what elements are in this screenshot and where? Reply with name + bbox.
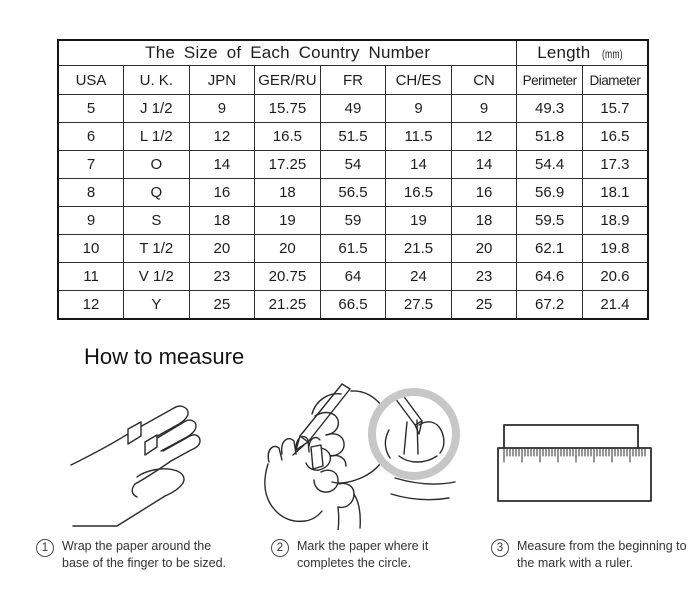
size-cell: L 1/2 [124, 123, 190, 151]
size-cell: 25 [451, 291, 517, 320]
size-cell: S [124, 207, 190, 235]
table-group-header-row [58, 40, 648, 66]
size-cell: 51.5 [320, 123, 386, 151]
table-row [58, 151, 648, 179]
size-cell: 49.3 [517, 95, 583, 123]
size-cell: 9 [58, 207, 124, 235]
column-header: FR [320, 66, 386, 95]
size-cell: 19 [255, 207, 321, 235]
size-cell: 14 [386, 151, 452, 179]
step-2-number: 2 [276, 542, 284, 554]
size-cell: 62.1 [517, 235, 583, 263]
size-cell: 24 [386, 263, 452, 291]
size-cell: 16 [189, 179, 255, 207]
size-cell: 18 [189, 207, 255, 235]
size-cell: 16.5 [255, 123, 321, 151]
size-cell: 21.4 [582, 291, 648, 320]
column-header: U. K. [124, 66, 190, 95]
size-cell: Q [124, 179, 190, 207]
size-cell: 12 [189, 123, 255, 151]
size-cell: 25 [189, 291, 255, 320]
size-cell: 18 [451, 207, 517, 235]
size-cell: 14 [189, 151, 255, 179]
size-cell: 12 [451, 123, 517, 151]
step-2-text-line: completes the circle. [297, 556, 411, 570]
table-row [58, 123, 648, 151]
step-1-text-line: Wrap the paper around the [62, 539, 212, 553]
size-cell: 19.8 [582, 235, 648, 263]
size-cell: 56.9 [517, 179, 583, 207]
step-3-text-line: Measure from the beginning to [517, 539, 687, 553]
size-cell: 64.6 [517, 263, 583, 291]
table-column-header-row [58, 66, 648, 95]
column-header: JPN [189, 66, 255, 95]
size-cell: 23 [451, 263, 517, 291]
table-length-title [517, 40, 648, 66]
size-cell: 7 [58, 151, 124, 179]
table-row [58, 235, 648, 263]
column-header: Perimeter [517, 66, 583, 95]
step-2 [271, 538, 447, 572]
size-cell: 56.5 [320, 179, 386, 207]
size-cell: 23 [189, 263, 255, 291]
column-header: CH/ES [386, 66, 452, 95]
size-cell: 12 [58, 291, 124, 320]
size-cell: 9 [386, 95, 452, 123]
size-cell: 8 [58, 179, 124, 207]
size-cell: 17.25 [255, 151, 321, 179]
size-cell: 18.9 [582, 207, 648, 235]
size-cell: 66.5 [320, 291, 386, 320]
table-row [58, 291, 648, 320]
size-cell: 18.1 [582, 179, 648, 207]
step-1-text-line: base of the finger to be sized. [62, 556, 226, 570]
table-row [58, 207, 648, 235]
size-cell: T 1/2 [124, 235, 190, 263]
size-cell: 9 [189, 95, 255, 123]
size-cell: 59.5 [517, 207, 583, 235]
size-cell: 64 [320, 263, 386, 291]
size-cell: Y [124, 291, 190, 320]
step-3 [491, 538, 700, 572]
how-to-measure-title: How to measure [84, 344, 245, 369]
size-cell: 6 [58, 123, 124, 151]
size-cell: 16.5 [386, 179, 452, 207]
table-row [58, 179, 648, 207]
step-1 [36, 538, 240, 572]
size-cell: 20 [451, 235, 517, 263]
size-cell: 20 [255, 235, 321, 263]
size-cell: 15.7 [582, 95, 648, 123]
size-cell: 61.5 [320, 235, 386, 263]
ruler-icon [490, 417, 670, 512]
step-1-number-badge [36, 539, 54, 557]
size-cell: J 1/2 [124, 95, 190, 123]
ruler-ticks [504, 449, 645, 462]
size-cell: 67.2 [517, 291, 583, 320]
size-cell: 49 [320, 95, 386, 123]
size-cell: 16 [451, 179, 517, 207]
step-3-text-line: the mark with a ruler. [517, 556, 634, 570]
column-header: Diameter [582, 66, 648, 95]
size-cell: 11.5 [386, 123, 452, 151]
size-cell: 10 [58, 235, 124, 263]
size-cell: 18 [255, 179, 321, 207]
step-1-number: 1 [41, 542, 49, 554]
size-cell: 5 [58, 95, 124, 123]
hand-with-paper-icon [25, 385, 245, 535]
pen-marking-icon [255, 370, 465, 530]
size-cell: 9 [451, 95, 517, 123]
size-cell: 51.8 [517, 123, 583, 151]
size-cell: 59 [320, 207, 386, 235]
size-cell: V 1/2 [124, 263, 190, 291]
length-unit: (mm) [602, 47, 624, 61]
size-cell: 21.25 [255, 291, 321, 320]
step-2-number-badge [271, 539, 289, 557]
table-group-title: The Size of Each Country Number [58, 40, 517, 66]
size-cell: 15.75 [255, 95, 321, 123]
size-cell: 11 [58, 263, 124, 291]
size-cell: 27.5 [386, 291, 452, 320]
size-cell: 19 [386, 207, 452, 235]
size-cell: 16.5 [582, 123, 648, 151]
size-cell: 21.5 [386, 235, 452, 263]
table-row [58, 95, 648, 123]
column-header: GER/RU [255, 66, 321, 95]
column-header: USA [58, 66, 124, 95]
step-3-number-badge [491, 539, 509, 557]
table-row [58, 263, 648, 291]
ring-size-table [57, 39, 649, 320]
column-header: CN [451, 66, 517, 95]
size-cell: 54.4 [517, 151, 583, 179]
size-cell: 14 [451, 151, 517, 179]
size-cell: O [124, 151, 190, 179]
size-cell: 54 [320, 151, 386, 179]
length-label: Length [537, 43, 591, 62]
size-cell: 20.75 [255, 263, 321, 291]
size-cell: 20 [189, 235, 255, 263]
size-cell: 17.3 [582, 151, 648, 179]
step-3-number: 3 [496, 542, 504, 554]
size-cell: 20.6 [582, 263, 648, 291]
step-2-text-line: Mark the paper where it [297, 539, 429, 553]
